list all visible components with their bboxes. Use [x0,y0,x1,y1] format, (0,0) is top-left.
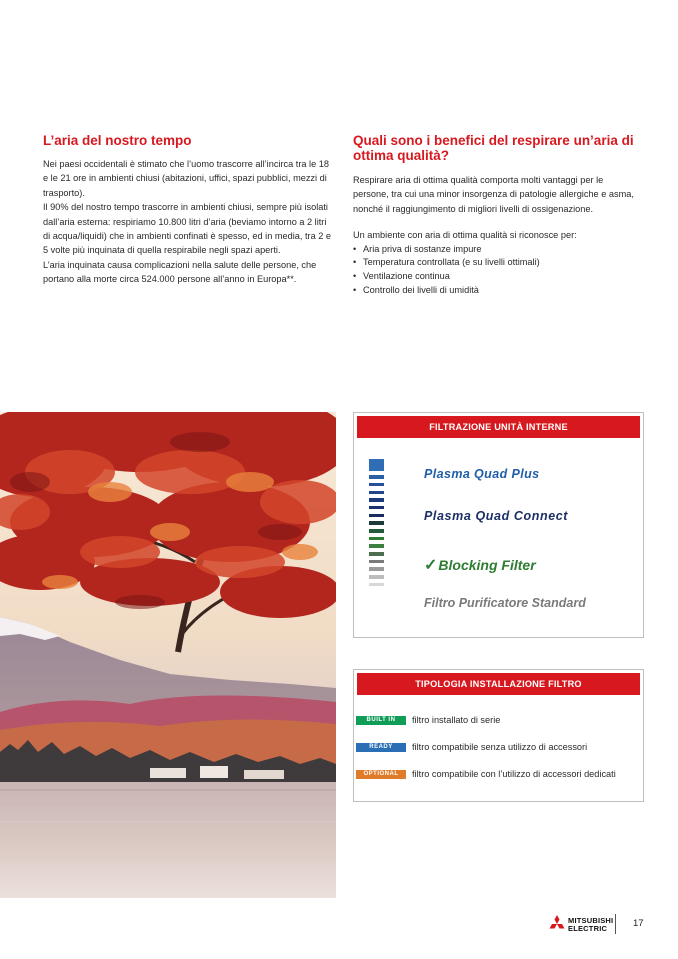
blocking-filter-label: Blocking Filter [438,557,536,573]
plasma-quad-connect-logo: Plasma Quad Connect [424,509,569,523]
installation-type-box [353,669,644,802]
built-in-badge: BUILT IN [356,716,406,725]
level-bar [369,483,384,487]
level-bar [369,583,384,587]
built-in-description: filtro installato di serie [412,715,501,725]
brand-line-2: ELECTRIC [568,923,608,933]
filtration-box-header: FILTRAZIONE UNITÀ INTERNE [357,416,640,438]
level-bar [369,475,384,479]
filtration-level-bars [369,459,384,591]
ready-description: filtro compatibile senza utilizzo di accessori [412,742,588,752]
level-bar [369,459,384,471]
right-section-title: Quali sono i benefici del respirare un’aria di ottima qualità? [353,133,634,163]
legend-row-built-in [356,714,500,726]
right-text-column [353,133,638,298]
right-section-paragraph-2: Un ambiente con aria di ottima qualità si riconosce per: [353,230,577,241]
legend-row-optional [356,768,616,780]
benefits-list [353,243,638,298]
legend-row-ready [356,741,587,753]
level-bar [369,491,384,495]
level-bar [369,521,384,525]
standard-filter-label: Filtro Purificatore Standard [424,596,586,610]
level-bar [369,537,384,541]
brand-line-1: MITSUBISHI [568,916,614,925]
right-section-paragraph-1: Respirare aria di ottima qualità comporta molti vantaggi per le persone, tra cui una minor insorgenza di patologie allergiche e asma, nonché il raggiungimento di migliori livelli di ossigenazione. [353,175,634,214]
level-bar [369,552,384,556]
v-checkmark-icon: ✓ [424,557,438,574]
level-bar [369,544,384,548]
list-item: • Ventilazione continua [353,270,638,284]
filtration-box [353,412,644,638]
optional-description: filtro compatibile con l’utilizzo di accessori dedicati [412,769,616,779]
left-section-title: L’aria del nostro tempo [43,133,192,148]
plasma-quad-plus-logo: Plasma Quad Plus [424,467,540,481]
footer-brand [568,917,613,932]
level-bar [369,498,384,502]
footer-divider [615,914,616,934]
level-bar [369,567,384,571]
list-item: • Controllo dei livelli di umidità [353,284,638,298]
list-item: • Aria priva di sostanze impure [353,243,638,257]
landscape-illustration [0,412,336,898]
left-text-column [43,133,333,287]
level-bar [369,529,384,533]
autumn-lake-photo [0,412,336,898]
v-blocking-filter-logo [424,555,536,575]
optional-badge: OPTIONAL [356,770,406,779]
installation-box-header: TIPOLOGIA INSTALLAZIONE FILTRO [357,673,640,695]
level-bar [369,506,384,510]
left-section-paragraph: Nei paesi occidentali è stimato che l’uomo trascorre all’incirca tra le 18 e le 21 ore in ambienti chiusi (abitazioni, uffici, spazi pubblici, mezzi di trasporto). Il 90% del nostro tempo trascorre in ambienti chiusi, sempre più isolati dall’aria esterna: respiriamo 10.800 litri d’aria (beviamo intorno a 2 litri di acqua/liquidi) che in ambienti confinati è spesso, ed in media, tra 2 e 5 volte più inquinata di quella respirabile negli spazi aperti. L’aria inquinata causa complicazioni nella salute delle persone, che portano alla morte circa 524.000 persone all’anno in Europa**. [43,159,332,285]
page-number: 17 [633,918,644,929]
level-bar [369,560,384,564]
ready-badge: READY [356,743,406,752]
mitsubishi-diamonds-logo-icon [547,915,567,933]
list-item: • Temperatura controllata (e su livelli ottimali) [353,256,638,270]
level-bar [369,514,384,518]
level-bar [369,575,384,579]
